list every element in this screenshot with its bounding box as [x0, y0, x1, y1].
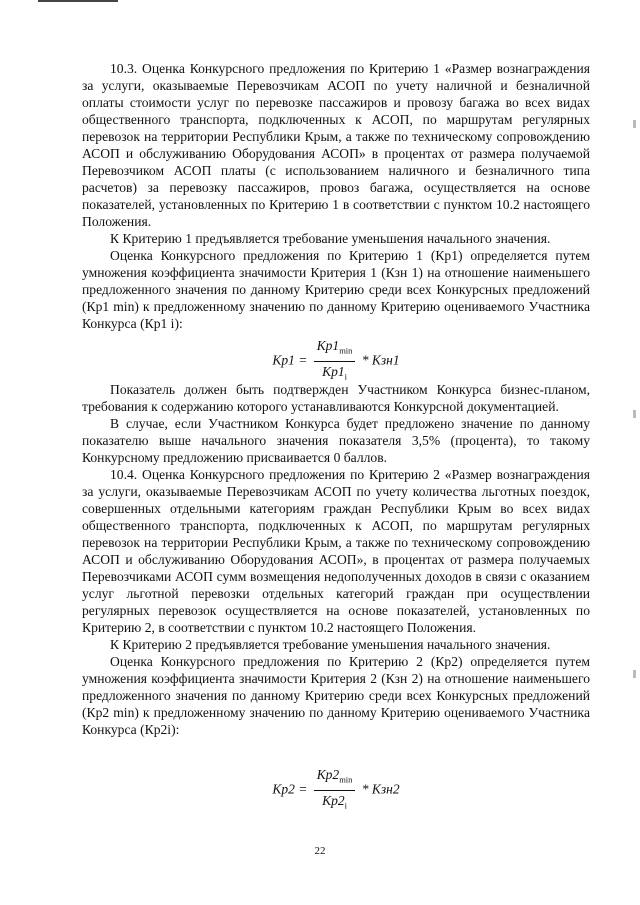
paragraph-criterion2-method: Оценка Конкурсного предложения по Критерию 2 (Кр2) определяется путем умножения коэффициента значимости Критерия 2 (Кзн 2) на отношение наименьшего предложенного значения по данному Критерию среди всех Конкурсных предложений (Кр2 min) к предложенному значению по данному Критерию оцениваемого Участника Конкурса (Кр2i):: [82, 654, 590, 737]
formula-lhs: Кр1 =: [272, 352, 308, 368]
edge-mark: [633, 410, 636, 418]
formula-lhs: Кр2 =: [272, 781, 308, 797]
formula-fraction: [314, 766, 356, 814]
document-page: [82, 60, 590, 810]
edge-mark: [633, 670, 636, 678]
formula-rhs: * Кзн2: [361, 781, 400, 797]
paragraph-criterion1-requirement: К Критерию 1 предъявляется требование уменьшения начального значения.: [110, 231, 551, 246]
formula-rhs: * Кзн1: [361, 352, 400, 368]
paragraph-criterion1-method: Оценка Конкурсного предложения по Критерию 1 (Кр1) определяется путем умножения коэффициента значимости Критерия 1 (Кзн 1) на отношение наименьшего предложенного значения по данному Критерию среди всех Конкурсных предложений (Кр1 min) к предложенному значению по данному Критерию оцениваемого Участника Конкурса (Кр1 i):: [82, 248, 590, 331]
paragraph-zero-points: В случае, если Участником Конкурса будет предложено значение по данному показателю выше начального значения показателя 3,5% (процента), то такому Конкурсному предложению присваивается 0 баллов.: [82, 416, 590, 465]
formula-fraction: [314, 337, 356, 385]
paragraph-10-4: 10.4. Оценка Конкурсного предложения по Критерию 2 «Размер вознаграждения за услуги, оказываемые Перевозчикам АСОП по учету количества льготных поездок, совершенных отдельными категориям граждан Республики Крым во всех видах общественного транспорта, подключенных к АСОП, по маршрутам регулярных перевозок на территории Республики Крым, а также по техническому сопровождению АСОП и обслуживанию Оборудования АСОП», в процентах от размера получаемых Перевозчиками АСОП сумм возмещения недополученных доходов в связи с оказанием услуг льготной перевозки отдельных категорий граждан при осуществлении регулярных перевозок осуществляется на основе показателей, установленных по Критерию 2, в соответствии с пунктом 10.2 настоящего Положения.: [82, 467, 590, 635]
top-rule: [38, 0, 118, 2]
paragraph-criterion2-requirement: К Критерию 2 предъявляется требование уменьшения начального значения.: [110, 637, 551, 652]
formula-denominator: $Кр1_i$: [322, 363, 347, 382]
page-number: 22: [314, 845, 326, 857]
formula-denominator: $Кр2_i$: [322, 792, 347, 811]
formula-numerator: $Кр1_{min}$: [314, 337, 356, 362]
formula-kr2: [82, 766, 590, 811]
formula-numerator: $Кр2_{min}$: [314, 766, 356, 791]
formula-kr1: [82, 337, 590, 382]
edge-mark: [633, 120, 636, 128]
paragraph-10-3: 10.3. Оценка Конкурсного предложения по Критерию 1 «Размер вознаграждения за услуги, оказываемые Перевозчикам АСОП по учету наличной и безналичной оплаты стоимости услуг по перевозке пассажиров и провозу багажа во всех видах общественного транспорта, подключенных к АСОП, по маршрутам регулярных перевозок на территории Республики Крым, а также по техническому сопровождению АСОП и обслуживанию Оборудования АСОП» в процентах от размера получаемой Перевозчиком АСОП платы (с использованием наличного и безналичного типа расчетов) за перевозку пассажиров, провоз багажа, осуществляется на основе показателей, установленных по Критерию 1 в соответствии с пунктом 10.2 настоящего Положения.: [82, 61, 590, 229]
paragraph-business-plan: Показатель должен быть подтвержден Участником Конкурса бизнес-планом, требования к содержанию которого устанавливаются Конкурсной документацией.: [82, 382, 590, 414]
